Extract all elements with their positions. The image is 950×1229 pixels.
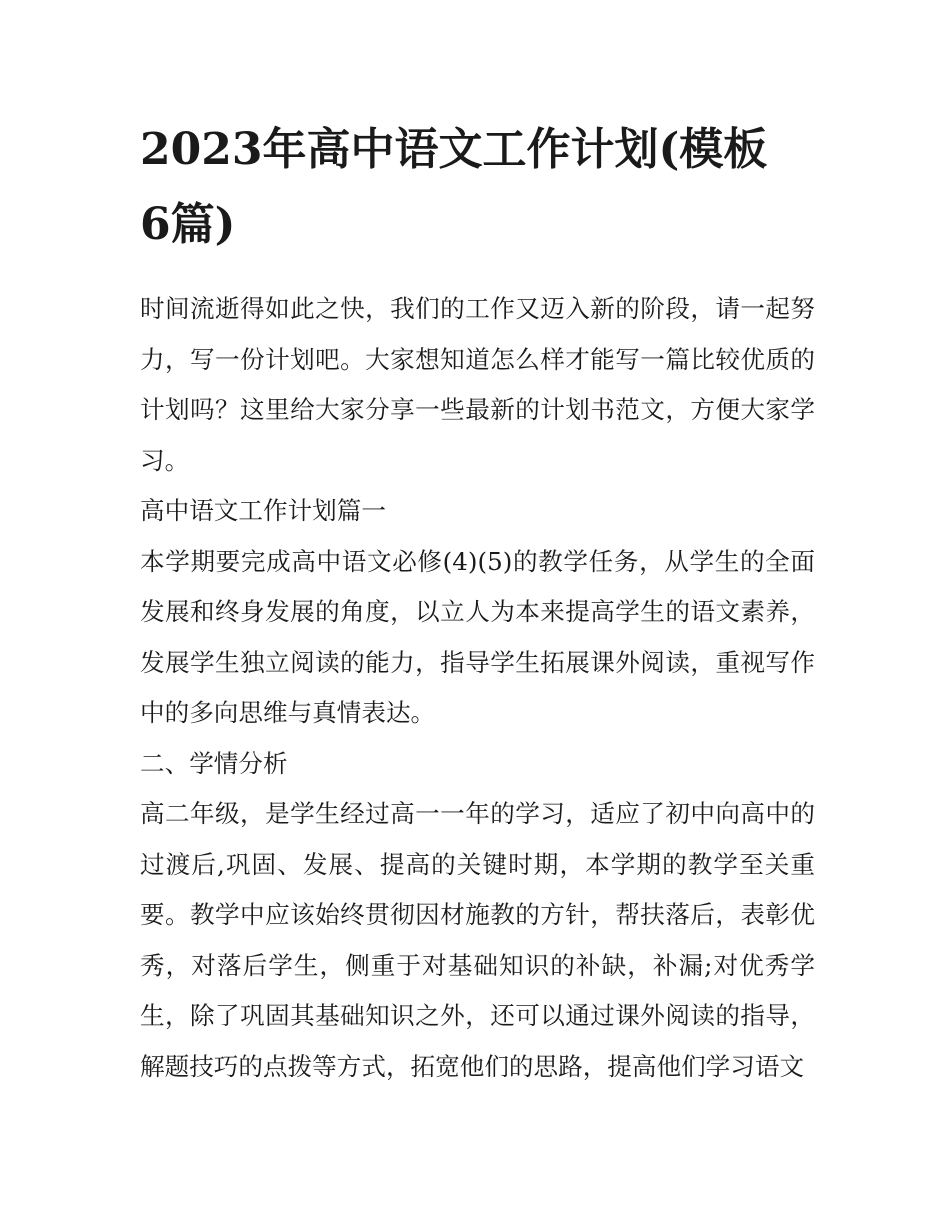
section-heading-learning-analysis: 二、学情分析 (140, 748, 288, 778)
body-paragraph: 本学期要完成高中语文必修(4)(5)的教学任务，从学生的全面发展和终身发展的角度，以立人为本来提高学生的语文素养，发展学生独立阅读的能力，指导学生拓展课外阅读，重视写作中的多向思维与真情表达。 (140, 546, 815, 727)
body-paragraph: 高二年级，是学生经过高一一年的学习，适应了初中向高中的过渡后,巩固、发展、提高的关键时期，本学期的教学至关重要。教学中应该始终贯彻因材施教的方针，帮扶落后，表彰优秀，对落后学生，侧重于对基础知识的补缺，补漏;对优秀学生，除了巩固其基础知识之外，还可以通过课外阅读的指导，解题技巧的点拨等方式，拓宽他们的思路，提高他们学习语文 (140, 799, 815, 1081)
document-body (140, 112, 815, 1092)
intro-paragraph: 时间流逝得如此之快，我们的工作又迈入新的阶段，请一起努力，写一份计划吧。大家想知道怎么样才能写一篇比较优质的计划吗？这里给大家分享一些最新的计划书范文，方便大家学习。 (140, 294, 815, 475)
document-title: 2023年高中语文工作计划(模板6篇) (140, 124, 768, 250)
section-heading-part-one: 高中语文工作计划篇一 (140, 496, 386, 525)
